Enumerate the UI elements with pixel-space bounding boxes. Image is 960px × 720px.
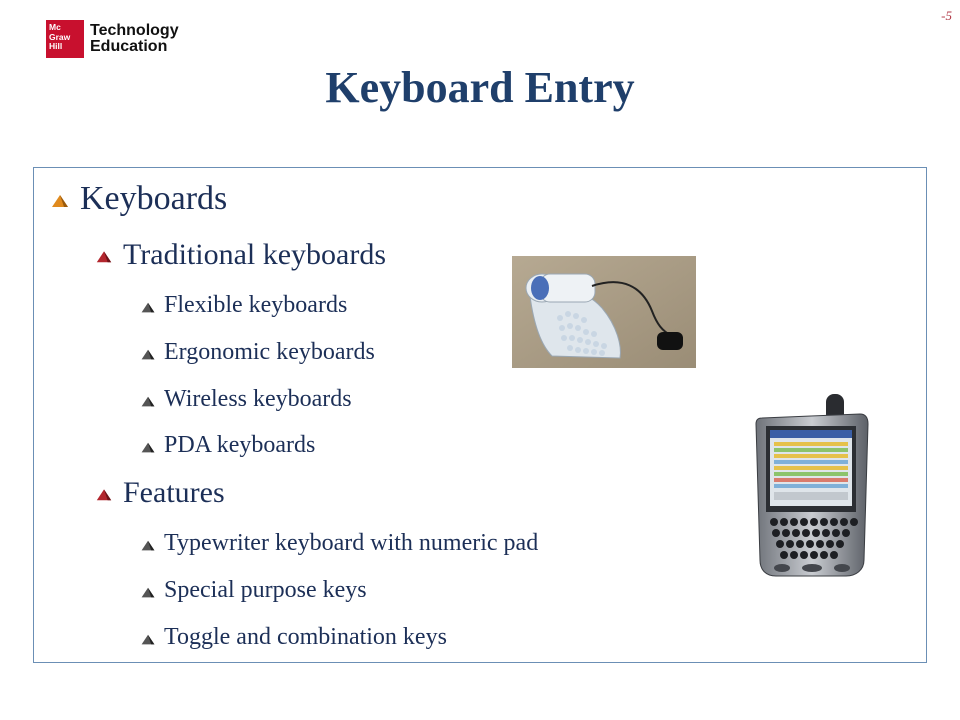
logo-mark-line-1: Mc: [49, 22, 61, 32]
bullet-arrow-icon: [140, 438, 156, 454]
bullet-label: Ergonomic keyboards: [164, 339, 375, 365]
bullet-flexible-keyboards: [140, 292, 347, 319]
bullet-arrow-icon: [140, 392, 156, 408]
slide-title: Keyboard Entry: [325, 63, 635, 112]
bullet-arrow-icon: [140, 536, 156, 552]
bullet-ergonomic-keyboards: [140, 339, 375, 366]
bullet-arrow-icon: [140, 345, 156, 361]
bullet-arrow-icon: [95, 484, 113, 502]
bullet-label: Wireless keyboards: [164, 386, 352, 412]
bullet-label: Keyboards: [80, 180, 228, 217]
bullet-arrow-icon: [140, 298, 156, 314]
bullet-traditional-keyboards: [95, 238, 386, 272]
bullet-arrow-icon: [140, 583, 156, 599]
mcgraw-hill-logo: [46, 20, 179, 58]
bullet-keyboards: [50, 180, 227, 218]
bullet-label: Flexible keyboards: [164, 292, 348, 318]
bullet-arrow-icon: [50, 189, 70, 209]
bullet-features: [95, 476, 225, 510]
bullet-label: Traditional keyboards: [123, 238, 387, 271]
bullet-arrow-icon: [140, 630, 156, 646]
bullet-special-purpose-keys: [140, 577, 367, 604]
logo-text: [90, 23, 179, 55]
logo-text-line-2: Education: [90, 38, 168, 55]
bullet-label: Features: [123, 476, 225, 509]
bullet-typewriter-keyboard: [140, 530, 538, 557]
bullet-pda-keyboards: [140, 432, 315, 459]
bullet-label: Typewriter keyboard with numeric pad: [164, 530, 539, 556]
bullet-wireless-keyboards: [140, 386, 352, 413]
bullet-toggle-combination-keys: [140, 624, 447, 651]
logo-text-line-1: Technology: [90, 22, 179, 39]
bullet-label: Special purpose keys: [164, 577, 367, 603]
bullet-label: Toggle and combination keys: [164, 624, 447, 650]
logo-mark-line-3: Hill: [49, 41, 63, 51]
flexible-keyboard-photo: [512, 256, 696, 368]
pda-device-photo: [752, 392, 872, 578]
bullet-label: PDA keyboards: [164, 432, 316, 458]
bullet-arrow-icon: [95, 246, 113, 264]
logo-mark-line-2: Graw: [49, 31, 71, 42]
page-number: -5: [941, 8, 952, 23]
mcgraw-hill-logo-mark: [46, 20, 84, 58]
